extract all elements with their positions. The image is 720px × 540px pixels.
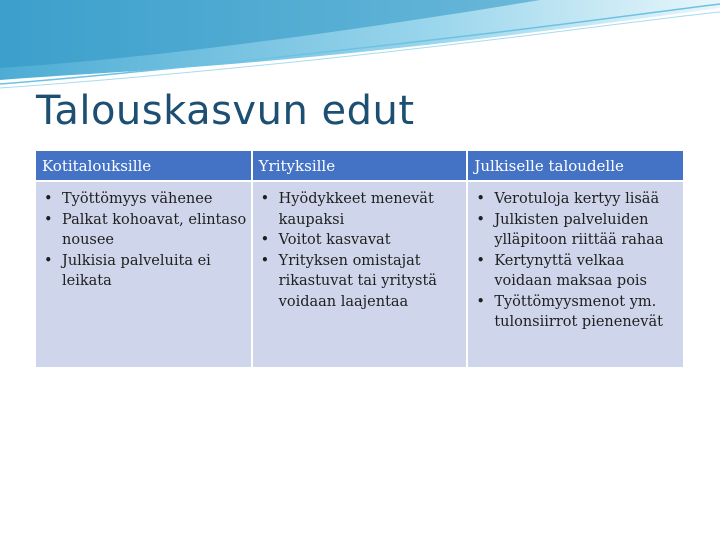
slide-title: Talouskasvun edut xyxy=(36,88,415,134)
companies-cell xyxy=(252,181,468,367)
header-companies: Yrityksille xyxy=(252,151,468,181)
list-item: • Voitot kasvavat xyxy=(257,230,463,251)
households-list xyxy=(40,189,247,292)
decorative-wave-banner xyxy=(0,0,720,90)
public-economy-list xyxy=(472,189,679,333)
list-item: • Työttömyysmenot ym. tulonsiirrot pienenevät xyxy=(472,292,679,333)
header-households: Kotitalouksille xyxy=(36,151,252,181)
table-body-row xyxy=(36,181,683,367)
public-economy-cell xyxy=(467,181,683,367)
list-item: • Työttömyys vähenee xyxy=(40,189,247,210)
households-cell xyxy=(36,181,252,367)
list-item: • Kertynyttä velkaa voidaan maksaa pois xyxy=(472,251,679,292)
list-item: • Julkisten palveluiden ylläpitoon riittää rahaa xyxy=(472,210,679,251)
list-item: • Julkisia palveluita ei leikata xyxy=(40,251,247,292)
benefits-table xyxy=(36,151,683,367)
list-item: • Verotuloja kertyy lisää xyxy=(472,189,679,210)
header-public-economy: Julkiselle taloudelle xyxy=(467,151,683,181)
table-header-row xyxy=(36,151,683,181)
list-item: • Hyödykkeet menevät kaupaksi xyxy=(257,189,463,230)
companies-list xyxy=(257,189,463,312)
list-item: • Palkat kohoavat, elintaso nousee xyxy=(40,210,247,251)
list-item: • Yrityksen omistajat rikastuvat tai yritystä voidaan laajentaa xyxy=(257,251,463,313)
